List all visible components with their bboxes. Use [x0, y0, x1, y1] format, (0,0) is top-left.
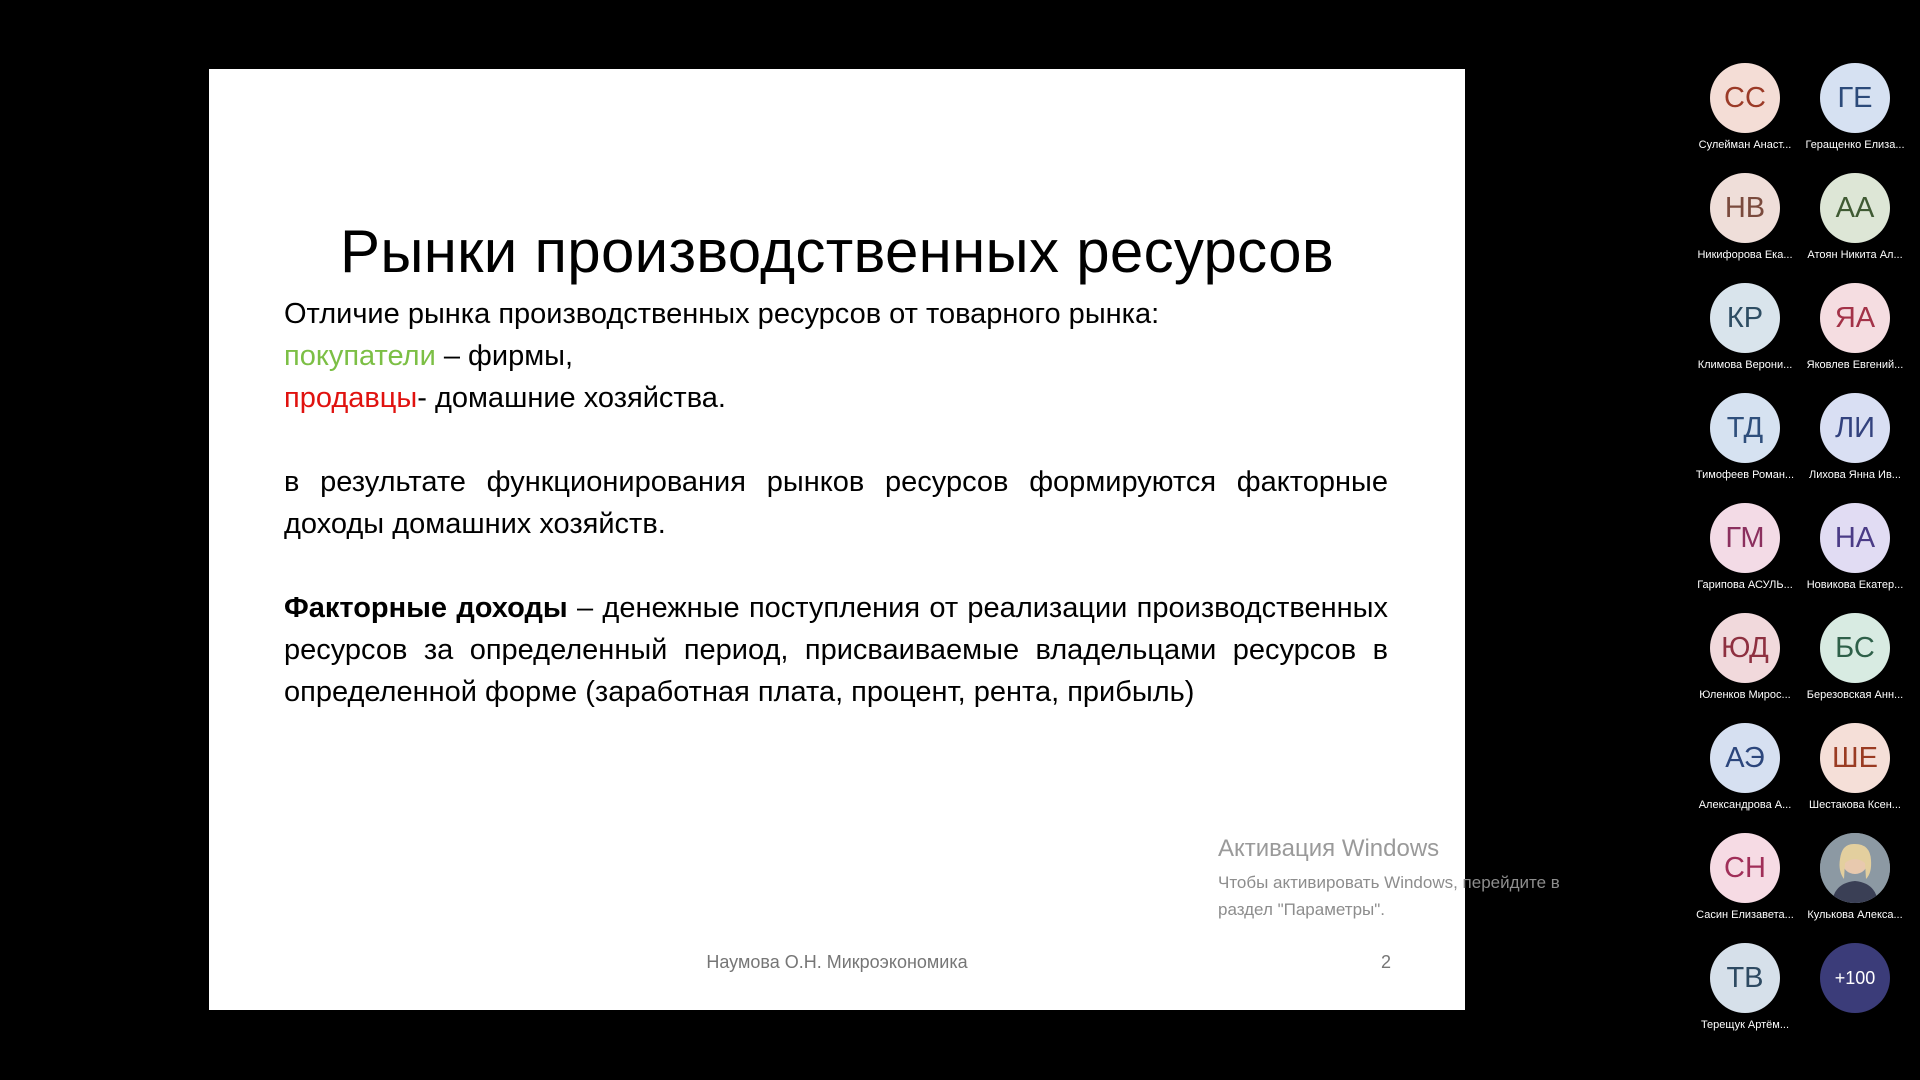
participant-avatar: ЯА: [1820, 283, 1890, 353]
watermark-line-1: Чтобы активировать Windows, перейдите в: [1218, 873, 1560, 892]
participant-tile[interactable]: [1800, 283, 1910, 371]
participant-tile[interactable]: [1800, 613, 1910, 701]
participant-avatar: АЭ: [1710, 723, 1780, 793]
sellers-text: - домашние хозяйства.: [417, 382, 726, 414]
participant-name: Климова Верони...: [1697, 359, 1793, 371]
participant-avatar: СС: [1710, 63, 1780, 133]
participant-tile[interactable]: [1690, 613, 1800, 701]
participant-tile[interactable]: [1800, 63, 1910, 151]
participant-tile[interactable]: [1690, 723, 1800, 811]
sellers-term: продавцы: [284, 382, 418, 414]
participant-name: Терещук Артём...: [1700, 1019, 1790, 1031]
watermark-line-2: раздел "Параметры".: [1218, 900, 1386, 919]
participant-avatar: ЮД: [1710, 613, 1780, 683]
slide-footer: Наумова О.Н. Микроэкономика: [706, 952, 968, 972]
participant-name: Кулькова Алекса...: [1807, 909, 1903, 921]
definition-text: – денежные поступления от реализации производственных ресурсов за определенный период, присваиваемые владельцами ресурсов в определенной форме (заработная плата, процент, рента, прибыль): [284, 592, 1388, 708]
participant-name: Тимофеев Роман...: [1695, 469, 1795, 481]
participant-tile[interactable]: [1800, 173, 1910, 261]
buyers-term: покупатели: [284, 340, 436, 372]
participant-avatar: ЛИ: [1820, 393, 1890, 463]
participant-tile[interactable]: [1800, 393, 1910, 481]
participant-tile[interactable]: [1690, 173, 1800, 261]
participant-avatar: КР: [1710, 283, 1780, 353]
participant-name: Геращенко Елиза...: [1805, 139, 1905, 151]
result-paragraph: в результате функционирования рынков ресурсов формируются факторные доходы домашних хозяйств.: [284, 466, 1388, 540]
participant-name: Новикова Екатер...: [1806, 579, 1904, 591]
participant-name: Яковлев Евгений...: [1806, 359, 1904, 371]
participant-tile[interactable]: [1800, 723, 1910, 811]
participant-avatar: ТД: [1710, 393, 1780, 463]
participant-avatar: БС: [1820, 613, 1890, 683]
participant-avatar: ТВ: [1710, 943, 1780, 1013]
watermark-title: Активация Windows: [1218, 835, 1440, 862]
participant-name: Гарипова АСУЛЬ...: [1697, 579, 1793, 591]
participant-name: Березовская Анн...: [1806, 689, 1904, 701]
participant-name: Сулейман Анаст...: [1698, 139, 1792, 151]
intro-line: Отличие рынка производственных ресурсов от товарного рынка:: [284, 298, 1160, 330]
slide-body: [284, 293, 1388, 713]
participant-avatar: ШЕ: [1820, 723, 1890, 793]
participant-avatar: СН: [1710, 833, 1780, 903]
slide-number: 2: [1380, 952, 1391, 972]
buyers-text: – фирмы,: [435, 340, 574, 372]
participant-tile[interactable]: [1690, 503, 1800, 591]
participant-avatar: НА: [1820, 503, 1890, 573]
participant-name: Лихова Янна Ив...: [1809, 469, 1901, 481]
participants-panel: [1690, 60, 1920, 1040]
definition-term: Факторные доходы: [284, 592, 568, 624]
buyers-line: [284, 335, 1388, 377]
participant-name: Сасин Елизавета...: [1696, 909, 1794, 921]
participant-avatar: ГМ: [1710, 503, 1780, 573]
sellers-line: [284, 377, 1388, 419]
participant-tile[interactable]: [1800, 503, 1910, 591]
participant-avatar: +100: [1820, 943, 1890, 1013]
participant-avatar: ГЕ: [1820, 63, 1890, 133]
participant-name: Никифорова Ека...: [1697, 249, 1793, 261]
participant-tile[interactable]: [1690, 63, 1800, 151]
participant-name: Шестакова Ксен...: [1809, 799, 1901, 811]
participant-name: Атоян Никита Ал...: [1807, 249, 1903, 261]
definition-paragraph: [284, 587, 1388, 713]
participant-avatar: АА: [1820, 173, 1890, 243]
more-participants-button[interactable]: [1800, 943, 1910, 1019]
participant-tile[interactable]: [1690, 283, 1800, 371]
windows-activation-watermark: [1218, 835, 1560, 923]
participant-tile[interactable]: [1690, 833, 1800, 921]
participant-avatar: НВ: [1710, 173, 1780, 243]
participant-tile[interactable]: [1690, 393, 1800, 481]
participant-photo: [1820, 833, 1890, 903]
participant-tile[interactable]: [1800, 833, 1910, 921]
participant-name: Юленков Мирос...: [1699, 689, 1791, 701]
slide-title: Рынки производственных ресурсов: [340, 218, 1334, 285]
participant-name: Александрова А...: [1698, 799, 1792, 811]
participant-tile[interactable]: [1690, 943, 1800, 1031]
